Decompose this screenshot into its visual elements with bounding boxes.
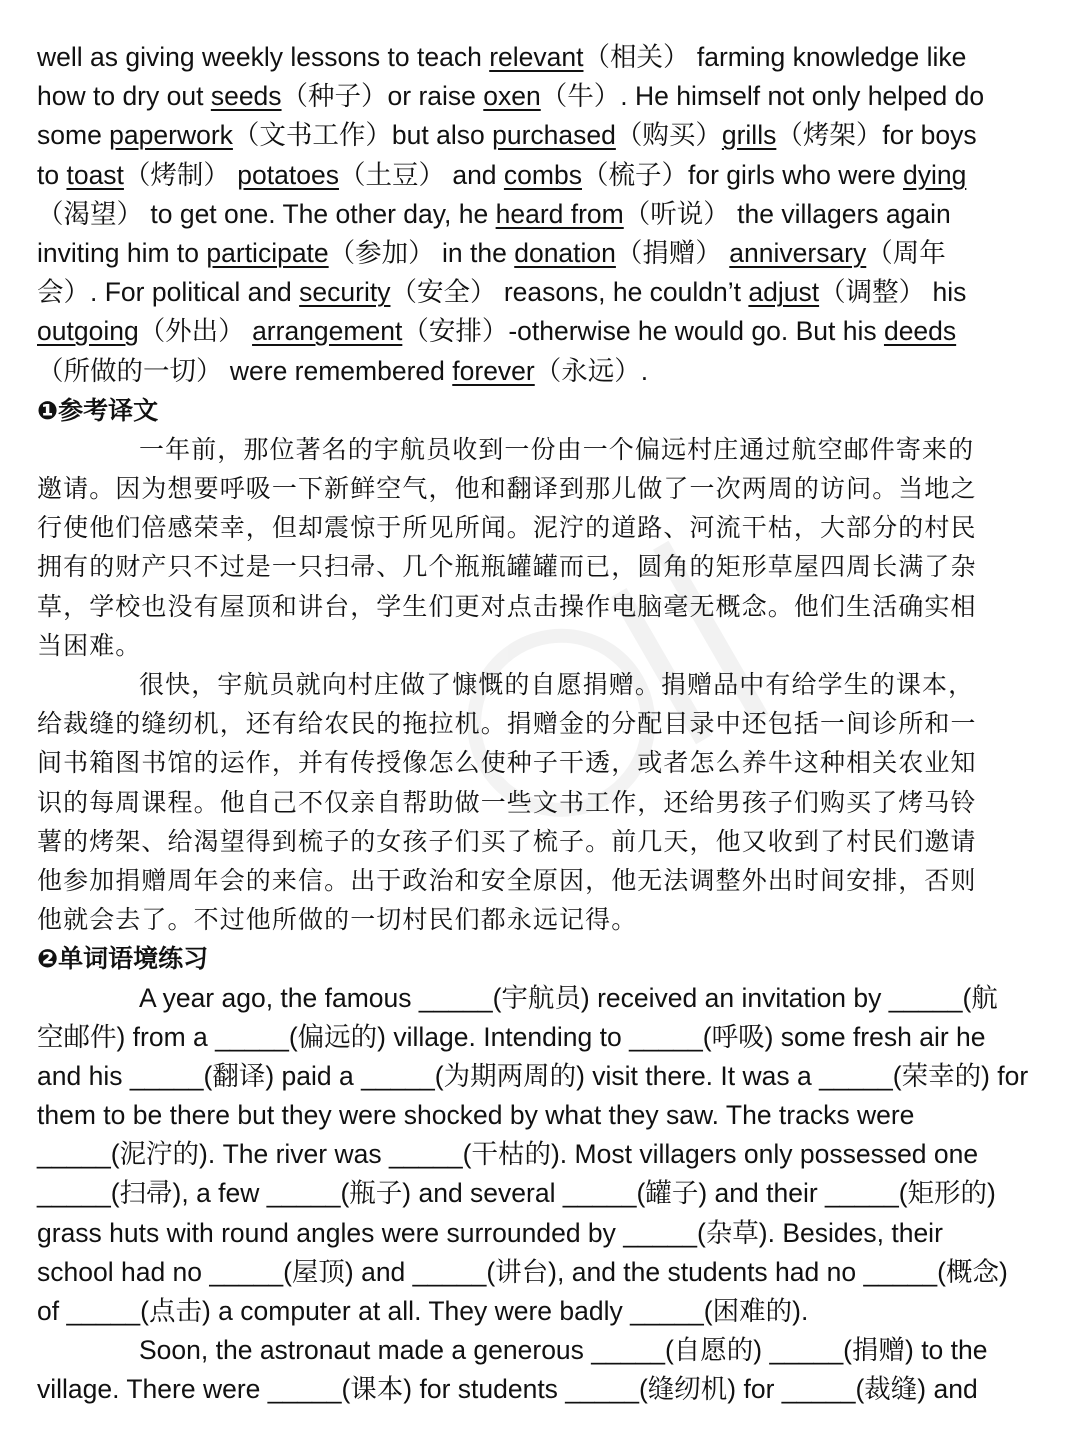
passage-text: （烤制） [123, 159, 238, 190]
passage-text: （安排）-otherwise he would go. But his [402, 316, 884, 347]
passage-text: （所做的一切） were remembered [37, 355, 453, 386]
passage-text: （安全） reasons, he couldn’t [390, 277, 749, 308]
section-heading-translation [37, 391, 1037, 430]
translation-line: 草，学校也没有屋顶和讲台，学生们更对点击操作电脑毫无概念。他们生活确实相 [37, 591, 977, 621]
translation-line: 间书箱图书馆的运作，并有传授像怎么使种子干透，或者怎么养牛这种相关农业知 [37, 748, 977, 778]
section-heading-exercise [37, 939, 1037, 978]
passage-line [37, 273, 1037, 312]
passage-text: （梳子）for girls who were [581, 159, 903, 190]
translation-line: 他就会去了。不过他所做的一切村民们都永远记得。 [37, 905, 638, 935]
exercise-passage [37, 979, 1037, 1410]
section-number-icon: ❷ [37, 944, 59, 974]
vocab-word: seeds [210, 81, 282, 112]
document-page [37, 38, 1037, 1410]
vocab-word: security [299, 277, 391, 308]
passage-text: （种子）or raise [281, 81, 484, 112]
section-title: 参考译文 [58, 395, 159, 425]
passage-text: （外出） [138, 316, 253, 347]
passage-text: （永远）. [534, 355, 649, 386]
vocab-word: grills [721, 120, 777, 151]
passage-line [37, 195, 1037, 234]
passage-text: to [37, 159, 67, 190]
passage-text: 会）. For political and [37, 277, 300, 308]
vocab-word: toast [66, 159, 124, 190]
passage-text: （烤架）for boys [776, 120, 977, 151]
passage-line [37, 234, 1037, 273]
vocab-word: paperwork [109, 120, 233, 151]
vocab-word: participate [206, 237, 329, 268]
passage-line [37, 312, 1037, 351]
translation-line: 他参加捐赠周年会的来信。出于政治和安全原因，他无法调整外出时间安排，否则 [37, 865, 977, 895]
exercise-line: grass huts with round angles were surrounded by _____(杂草). Besides, their [37, 1217, 943, 1248]
exercise-line: and his _____(翻译) paid a _____(为期两周的) visit there. It was a _____(荣幸的) for [37, 1060, 1029, 1091]
exercise-line: _____(扫帚), a few _____(瓶子) and several _____(罐子) and their _____(矩形的) [37, 1178, 996, 1209]
vocab-word: donation [514, 237, 616, 268]
passage-line [37, 77, 1037, 116]
vocab-word: dying [903, 159, 967, 190]
passage-line [37, 352, 1037, 391]
translation-line: 一年前，那位著名的宇航员收到一份由一个偏远村庄通过航空邮件寄来的 [139, 434, 975, 464]
translation-line: 当困难。 [37, 630, 142, 660]
english-passage [37, 38, 1037, 391]
passage-text: （文书工作）but also [232, 120, 493, 151]
translation-line: 拥有的财产只不过是一只扫帚、几个瓶瓶罐罐而已，圆角的矩形草屋四周长满了杂 [37, 552, 977, 582]
vocab-word: anniversary [729, 237, 867, 268]
translation-line: 行使他们倍感荣幸，但却震惊于所见所闻。泥泞的道路、河流干枯，大部分的村民 [37, 513, 977, 543]
vocab-word: purchased [492, 120, 616, 151]
exercise-line: school had no _____(屋顶) and _____(讲台), and the students had no _____(概念) [37, 1256, 1008, 1287]
vocab-word: potatoes [237, 159, 339, 190]
passage-line [37, 38, 1037, 77]
translation-passage [37, 430, 1037, 939]
passage-text: well as giving weekly lessons to teach [37, 42, 490, 72]
vocab-word: forever [452, 355, 535, 386]
passage-line [37, 116, 1037, 155]
passage-text: （调整） his [819, 277, 967, 308]
vocab-word: deeds [883, 316, 957, 347]
vocab-word: oxen [483, 81, 541, 112]
translation-line: 给裁缝的缝纫机，还有给农民的拖拉机。捐赠金的分配目录中还包括一间诊所和一 [37, 709, 977, 739]
vocab-word: combs [503, 159, 582, 190]
passage-text: （渴望） to get one. The other day, he [37, 198, 496, 229]
exercise-line: Soon, the astronaut made a generous _____(自愿的) _____(捐赠) to the [139, 1335, 988, 1366]
passage-text: （参加） in the [328, 237, 515, 268]
translation-line: 很快，宇航员就向村庄做了慷慨的自愿捐赠。捐赠品中有给学生的课本， [139, 670, 975, 699]
passage-text: （听说） the villagers again [623, 198, 951, 229]
translation-line: 邀请。因为想要呼吸一下新鲜空气，他和翻译到那儿做了一次两周的访问。当地之 [37, 474, 977, 504]
passage-text: （牛）. He himself not only helped do [540, 81, 985, 112]
exercise-line: village. There were _____(课本) for students _____(缝纫机) for _____(裁缝) and [37, 1374, 978, 1405]
vocab-word: outgoing [37, 316, 139, 347]
section-title: 单词语境练习 [58, 944, 209, 974]
passage-text: （相关） farming knowledge like [583, 42, 967, 72]
passage-text: （土豆） and [338, 159, 504, 190]
translation-line: 薯的烤架、给渴望得到梳子的女孩子们买了梳子。前几天，他又收到了村民们邀请 [37, 826, 977, 856]
exercise-line: _____(泥泞的). The river was _____(干枯的). Most villagers only possessed one [37, 1139, 979, 1170]
passage-text: how to dry out [37, 81, 211, 112]
exercise-line: 空邮件) from a _____(偏远的) village. Intending to _____(呼吸) some fresh air he [37, 1021, 986, 1052]
section-number-icon: ❶ [37, 395, 59, 425]
passage-line [37, 156, 1037, 195]
exercise-line: A year ago, the famous _____(宇航员) received an invitation by _____(航 [139, 982, 998, 1013]
vocab-word: adjust [748, 277, 820, 308]
passage-text: （购买） [615, 120, 722, 151]
vocab-word: relevant [489, 42, 584, 72]
translation-line: 识的每周课程。他自己不仅亲自帮助做一些文书工作，还给男孩子们购买了烤马铃 [37, 787, 977, 817]
passage-text: （周年 [866, 237, 946, 268]
vocab-word: arrangement [252, 316, 403, 347]
vocab-word: heard from [495, 198, 624, 229]
passage-text: inviting him to [37, 237, 207, 268]
passage-text: some [37, 120, 110, 151]
passage-text: （捐赠） [615, 237, 730, 268]
exercise-line: them to be there but they were shocked by what they saw. The tracks were [37, 1100, 915, 1131]
exercise-line: of _____(点击) a computer at all. They were badly _____(困难的). [37, 1296, 809, 1326]
